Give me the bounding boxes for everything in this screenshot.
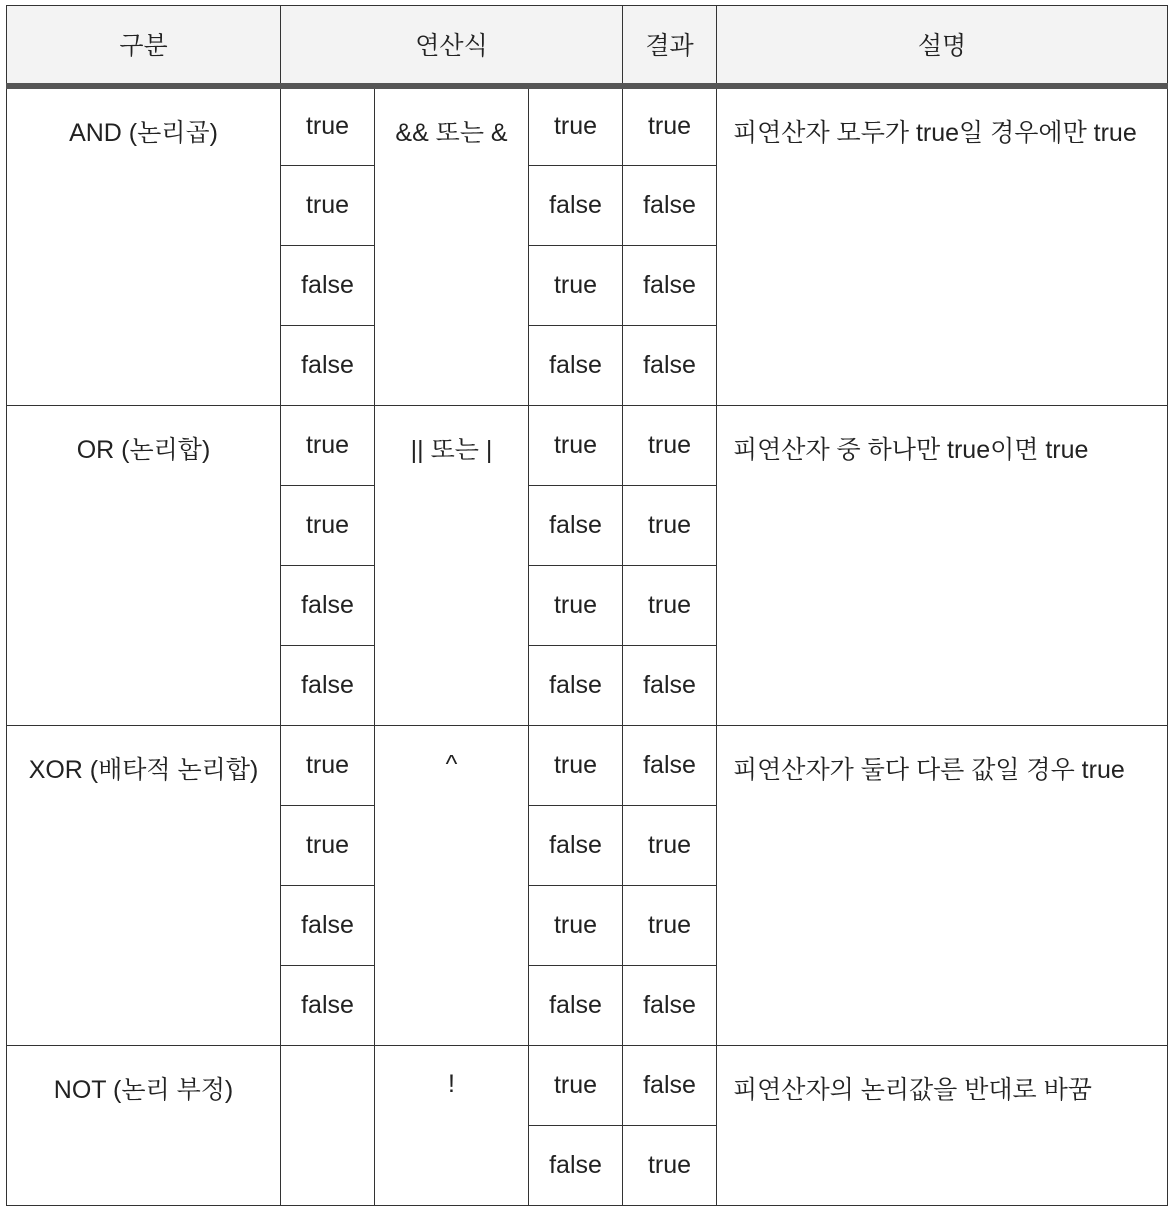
left-operand	[281, 1046, 375, 1206]
right-operand: false	[529, 966, 623, 1046]
right-operand: true	[529, 246, 623, 326]
left-operand: false	[281, 246, 375, 326]
group-description: 피연산자 중 하나만 true이면 true	[717, 406, 1168, 726]
left-operand: true	[281, 406, 375, 486]
right-operand: true	[529, 726, 623, 806]
left-operand: false	[281, 646, 375, 726]
result-value: false	[623, 726, 717, 806]
right-operand: false	[529, 1126, 623, 1206]
header-row	[7, 6, 1168, 86]
operator-symbol: !	[375, 1046, 529, 1206]
table-row	[7, 1046, 1168, 1126]
table-row	[7, 86, 1168, 166]
operator-table-wrapper	[6, 5, 1168, 1206]
right-operand: true	[529, 86, 623, 166]
right-operand: false	[529, 166, 623, 246]
left-operand: false	[281, 566, 375, 646]
table-row	[7, 726, 1168, 806]
operator-symbol: ^	[375, 726, 529, 1046]
result-value: false	[623, 166, 717, 246]
right-operand: false	[529, 486, 623, 566]
logical-operator-table	[6, 5, 1168, 1206]
group-name: NOT (논리 부정)	[7, 1046, 281, 1206]
header-expression: 연산식	[281, 6, 623, 86]
header-description: 설명	[717, 6, 1168, 86]
group-description: 피연산자가 둘다 다른 값일 경우 true	[717, 726, 1168, 1046]
result-value: true	[623, 486, 717, 566]
left-operand: false	[281, 886, 375, 966]
left-operand: true	[281, 486, 375, 566]
group-name: OR (논리합)	[7, 406, 281, 726]
right-operand: false	[529, 646, 623, 726]
right-operand: true	[529, 566, 623, 646]
result-value: false	[623, 246, 717, 326]
result-value: false	[623, 1046, 717, 1126]
left-operand: false	[281, 326, 375, 406]
operator-symbol: && 또는 &	[375, 86, 529, 406]
right-operand: false	[529, 326, 623, 406]
group-description: 피연산자 모두가 true일 경우에만 true	[717, 86, 1168, 406]
result-value: true	[623, 886, 717, 966]
group-name: AND (논리곱)	[7, 86, 281, 406]
left-operand: true	[281, 726, 375, 806]
result-value: true	[623, 566, 717, 646]
left-operand: false	[281, 966, 375, 1046]
table-row	[7, 406, 1168, 486]
left-operand: true	[281, 166, 375, 246]
result-value: false	[623, 966, 717, 1046]
result-value: true	[623, 406, 717, 486]
right-operand: true	[529, 406, 623, 486]
left-operand: true	[281, 806, 375, 886]
left-operand: true	[281, 86, 375, 166]
group-description: 피연산자의 논리값을 반대로 바꿈	[717, 1046, 1168, 1206]
header-category: 구분	[7, 6, 281, 86]
group-name: XOR (배타적 논리합)	[7, 726, 281, 1046]
result-value: true	[623, 86, 717, 166]
operator-symbol: || 또는 |	[375, 406, 529, 726]
result-value: false	[623, 646, 717, 726]
result-value: true	[623, 806, 717, 886]
right-operand: true	[529, 886, 623, 966]
right-operand: true	[529, 1046, 623, 1126]
right-operand: false	[529, 806, 623, 886]
result-value: true	[623, 1126, 717, 1206]
header-result: 결과	[623, 6, 717, 86]
result-value: false	[623, 326, 717, 406]
